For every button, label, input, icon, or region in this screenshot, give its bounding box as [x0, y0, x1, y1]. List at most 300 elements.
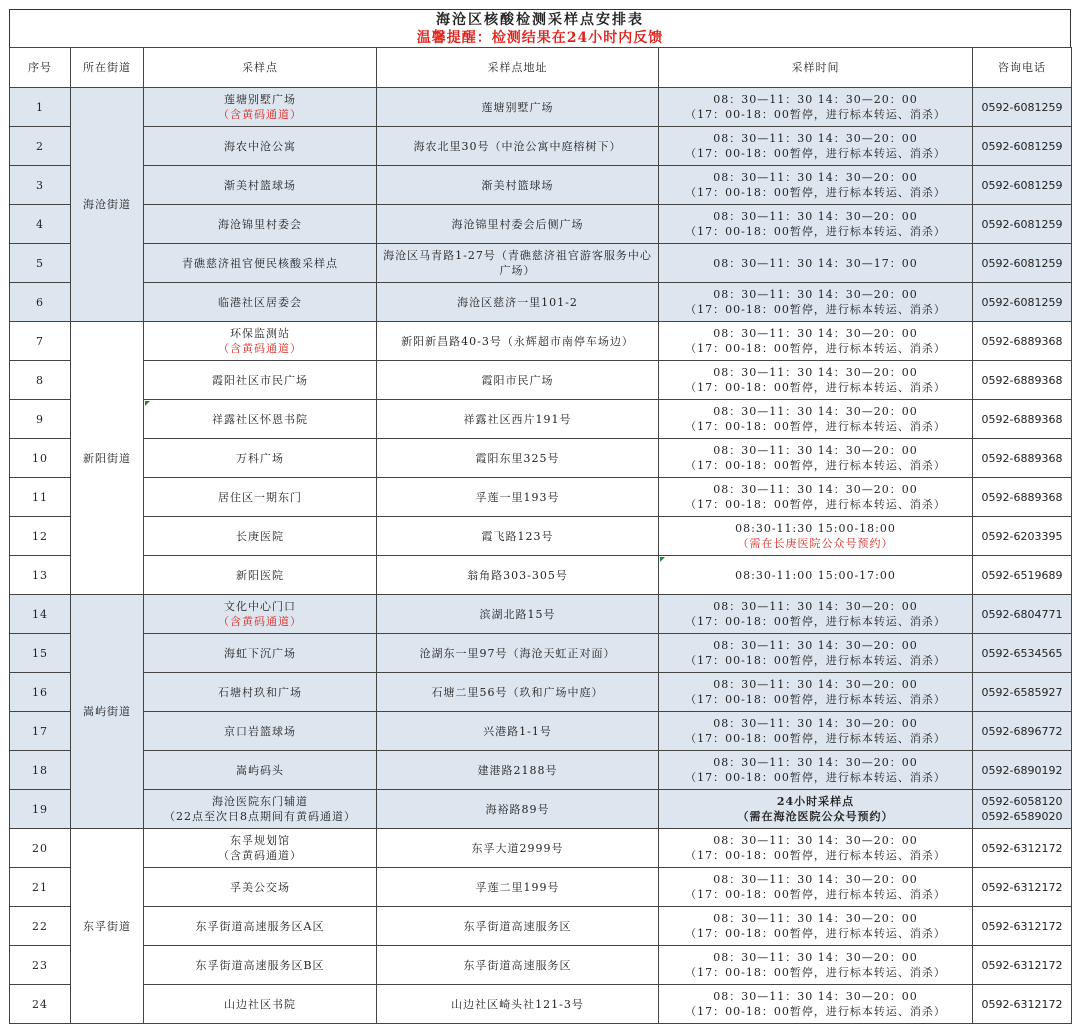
address-cell [377, 556, 659, 595]
table-row [10, 751, 1072, 790]
phone-cell [973, 673, 1072, 712]
site-name: 东孚规划馆 [230, 834, 290, 847]
time-cell [659, 907, 973, 946]
street-cell [71, 595, 144, 829]
phone-cell [973, 790, 1072, 829]
table-row [10, 985, 1072, 1024]
phone-number: 0592-6534565 [981, 646, 1063, 660]
site-name: 海沧锦里村委会 [218, 217, 302, 231]
time-cell [659, 946, 973, 985]
phone-number: 0592-6896772 [981, 724, 1063, 738]
row-number: 2 [36, 139, 44, 153]
address-cell [377, 868, 659, 907]
time-main: 08：30—11：30 14：30—20：00 [713, 951, 918, 964]
row-number: 20 [32, 841, 48, 855]
row-number-cell [10, 595, 71, 634]
address-cell [377, 478, 659, 517]
phone-number: 0592-6312172 [981, 958, 1063, 972]
address-cell [377, 634, 659, 673]
time-note: （17：00-18：00暂停，进行标本转运、消杀） [685, 225, 946, 238]
time-main: 08:30-11:00 15:00-17:00 [735, 568, 896, 582]
row-number-cell [10, 361, 71, 400]
address-cell [377, 244, 659, 283]
time-cell [659, 439, 973, 478]
site-address: 东孚街道高速服务区 [463, 958, 572, 972]
header-time: 采样时间 [659, 48, 973, 88]
row-number-cell [10, 322, 71, 361]
site-cell [144, 829, 377, 868]
header-site: 采样点 [144, 48, 377, 88]
phone-number: 0592-6889368 [981, 451, 1063, 465]
table-row [10, 673, 1072, 712]
time-main: 08：30—11：30 14：30—20：00 [713, 366, 918, 379]
table-row [10, 595, 1072, 634]
phone-number: 0592-6081259 [981, 256, 1063, 270]
address-cell [377, 205, 659, 244]
site-address: 兴港路1-1号 [483, 724, 552, 738]
phone-number: 0592-6081259 [981, 217, 1063, 231]
row-number: 16 [32, 685, 48, 699]
phone-cell [973, 985, 1072, 1024]
table-row [10, 322, 1072, 361]
row-number: 19 [32, 802, 48, 816]
time-main: 08：30—11：30 14：30—20：00 [713, 873, 918, 886]
site-name: 山边社区书院 [224, 997, 296, 1011]
site-name: 青礁慈济祖官便民核酸采样点 [182, 256, 338, 270]
site-cell [144, 205, 377, 244]
site-name: 新阳医院 [236, 568, 284, 582]
row-number-cell [10, 751, 71, 790]
time-cell [659, 868, 973, 907]
site-address: 海沧区马青路1-27号（青礁慈济祖官游客服务中心广场） [383, 249, 652, 277]
site-name: 霞阳社区市民广场 [212, 373, 308, 387]
row-number: 15 [32, 646, 48, 660]
time-note: （17：00-18：00暂停，进行标本转运、消杀） [685, 1005, 946, 1018]
site-cell [144, 400, 377, 439]
site-cell [144, 673, 377, 712]
address-cell [377, 907, 659, 946]
table-row [10, 790, 1072, 829]
site-address: 海沧锦里村委会后侧广场 [451, 217, 584, 231]
time-note: （17：00-18：00暂停，进行标本转运、消杀） [685, 342, 946, 355]
phone-cell [973, 595, 1072, 634]
time-note: （需在海沧医院公众号预约） [737, 810, 894, 823]
site-cell [144, 868, 377, 907]
address-cell [377, 88, 659, 127]
time-main: 08:30-11:30 15:00-18:00 [735, 522, 896, 535]
time-note: （17：00-18：00暂停，进行标本转运、消杀） [685, 108, 946, 121]
time-cell [659, 556, 973, 595]
phone-cell [973, 361, 1072, 400]
site-name: 渐美村篮球场 [224, 178, 296, 192]
phone-number-2: 0592-6589020 [981, 810, 1063, 823]
site-cell [144, 751, 377, 790]
site-name: 万科广场 [236, 451, 284, 465]
site-cell [144, 595, 377, 634]
time-cell [659, 829, 973, 868]
site-address: 建港路2188号 [477, 763, 558, 777]
site-address: 石塘二里56号（玖和广场中庭） [431, 685, 604, 699]
address-cell [377, 127, 659, 166]
row-number: 17 [32, 724, 48, 738]
site-cell [144, 712, 377, 751]
row-number: 10 [32, 451, 48, 465]
site-note: （含黄码通道） [218, 849, 302, 862]
phone-cell [973, 868, 1072, 907]
site-name: 京口岩篮球场 [224, 724, 296, 738]
time-cell [659, 166, 973, 205]
time-main: 08：30—11：30 14：30—20：00 [713, 678, 918, 691]
address-cell [377, 985, 659, 1024]
site-address: 滨湖北路15号 [479, 607, 556, 621]
address-cell [377, 946, 659, 985]
address-cell [377, 829, 659, 868]
row-number-cell [10, 439, 71, 478]
table-row [10, 712, 1072, 751]
time-main: 08：30—11：30 14：30—20：00 [713, 990, 918, 1003]
site-address: 霞阳市民广场 [481, 373, 554, 387]
time-cell [659, 478, 973, 517]
phone-number: 0592-6889368 [981, 490, 1063, 504]
header-address: 采样点地址 [377, 48, 659, 88]
table-row [10, 517, 1072, 556]
time-note: （17：00-18：00暂停，进行标本转运、消杀） [685, 927, 946, 940]
row-number-cell [10, 478, 71, 517]
time-main: 08：30—11：30 14：30—20：00 [713, 834, 918, 847]
time-cell [659, 127, 973, 166]
address-cell [377, 712, 659, 751]
table-row [10, 400, 1072, 439]
row-number: 5 [36, 256, 44, 270]
site-address: 孚莲二里199号 [475, 880, 560, 894]
row-number-cell [10, 205, 71, 244]
header-no: 序号 [10, 48, 71, 88]
table-row [10, 439, 1072, 478]
site-name: 海沧医院东门辅道 [212, 795, 308, 808]
row-number: 4 [36, 217, 44, 231]
table-body [10, 88, 1072, 1024]
time-note: （需在长庚医院公众号预约） [737, 537, 894, 550]
time-main: 08：30—11：30 14：30—20：00 [713, 171, 918, 184]
site-name: 孚美公交场 [230, 880, 290, 894]
site-name: 临港社区居委会 [218, 295, 302, 309]
phone-number: 0592-6081259 [981, 139, 1063, 153]
phone-cell [973, 283, 1072, 322]
street-cell [71, 829, 144, 1024]
time-note: （17：00-18：00暂停，进行标本转运、消杀） [685, 849, 946, 862]
site-name: 居住区一期东门 [218, 490, 302, 504]
site-cell [144, 556, 377, 595]
phone-number: 0592-6312172 [981, 997, 1063, 1011]
site-cell [144, 985, 377, 1024]
row-number-cell [10, 88, 71, 127]
site-note: （含黄码通道） [218, 615, 302, 628]
site-address: 霞阳东里325号 [475, 451, 560, 465]
time-note: （17：00-18：00暂停，进行标本转运、消杀） [685, 888, 946, 901]
site-cell [144, 283, 377, 322]
address-cell [377, 166, 659, 205]
table-row [10, 166, 1072, 205]
header-street: 所在街道 [71, 48, 144, 88]
row-number-cell [10, 829, 71, 868]
phone-cell [973, 517, 1072, 556]
street-name: 嵩屿街道 [83, 705, 131, 718]
site-cell [144, 517, 377, 556]
phone-cell [973, 205, 1072, 244]
address-cell [377, 400, 659, 439]
time-note: （17：00-18：00暂停，进行标本转运、消杀） [685, 381, 946, 394]
phone-number: 0592-6889368 [981, 412, 1063, 426]
address-cell [377, 322, 659, 361]
table-row [10, 829, 1072, 868]
address-cell [377, 361, 659, 400]
table-row [10, 478, 1072, 517]
phone-number: 0592-6081259 [981, 178, 1063, 192]
row-number-cell [10, 790, 71, 829]
row-number: 12 [32, 529, 48, 543]
header-phone: 咨询电话 [973, 48, 1072, 88]
row-number: 9 [36, 412, 44, 426]
comment-marker [660, 557, 665, 562]
row-number: 8 [36, 373, 44, 387]
time-note: （17：00-18：00暂停，进行标本转运、消杀） [685, 186, 946, 199]
address-cell [377, 517, 659, 556]
phone-cell [973, 439, 1072, 478]
time-main: 08：30—11：30 14：30—17：00 [713, 256, 918, 270]
time-main: 08：30—11：30 14：30—20：00 [713, 483, 918, 496]
sheet-title: 海沧区核酸检测采样点安排表 [436, 12, 644, 28]
site-name: 环保监测站 [230, 327, 290, 340]
site-address: 霞飞路123号 [481, 529, 554, 543]
site-cell [144, 946, 377, 985]
table-row [10, 88, 1072, 127]
phone-cell [973, 400, 1072, 439]
row-number: 3 [36, 178, 44, 192]
time-main: 24小时采样点 [776, 795, 855, 808]
row-number: 18 [32, 763, 48, 777]
site-address: 山边社区崎头社121-3号 [451, 997, 584, 1011]
time-note: （17：00-18：00暂停，进行标本转运、消杀） [685, 693, 946, 706]
time-note: （17：00-18：00暂停，进行标本转运、消杀） [685, 654, 946, 667]
site-cell [144, 907, 377, 946]
row-number-cell [10, 946, 71, 985]
phone-number: 0592-6312172 [981, 880, 1063, 894]
phone-cell [973, 634, 1072, 673]
site-address: 沧湖东一里97号（海沧天虹正对面） [419, 646, 616, 660]
time-cell [659, 751, 973, 790]
row-number-cell [10, 517, 71, 556]
phone-cell [973, 322, 1072, 361]
time-cell [659, 400, 973, 439]
site-cell [144, 634, 377, 673]
site-note: （含黄码通道） [218, 108, 302, 121]
row-number: 14 [32, 607, 48, 621]
row-number-cell [10, 907, 71, 946]
phone-cell [973, 556, 1072, 595]
row-number: 11 [32, 490, 48, 504]
time-note: （17：00-18：00暂停，进行标本转运、消杀） [685, 771, 946, 784]
site-name: 祥露社区怀恩书院 [212, 412, 308, 426]
address-cell [377, 673, 659, 712]
phone-cell [973, 244, 1072, 283]
title-block [9, 9, 1071, 47]
site-name: 东孚街道高速服务区B区 [195, 958, 325, 972]
phone-number: 0592-6312172 [981, 841, 1063, 855]
phone-number: 0592-6804771 [981, 607, 1063, 621]
table-row [10, 946, 1072, 985]
time-main: 08：30—11：30 14：30—20：00 [713, 639, 918, 652]
street-name: 新阳街道 [83, 451, 131, 465]
site-cell [144, 361, 377, 400]
time-note: （17：00-18：00暂停，进行标本转运、消杀） [685, 420, 946, 433]
phone-cell [973, 127, 1072, 166]
street-name: 东孚街道 [83, 919, 131, 933]
phone-number: 0592-6203395 [981, 529, 1063, 543]
row-number: 1 [36, 100, 44, 114]
phone-number: 0592-6889368 [981, 373, 1063, 387]
phone-number: 0592-6312172 [981, 919, 1063, 933]
time-cell [659, 790, 973, 829]
phone-cell [973, 88, 1072, 127]
row-number: 21 [32, 880, 48, 894]
time-main: 08：30—11：30 14：30—20：00 [713, 756, 918, 769]
address-cell [377, 439, 659, 478]
table-row [10, 244, 1072, 283]
time-main: 08：30—11：30 14：30—20：00 [713, 405, 918, 418]
time-main: 08：30—11：30 14：30—20：00 [713, 93, 918, 106]
time-cell [659, 595, 973, 634]
phone-number: 0592-6585927 [981, 685, 1063, 699]
comment-marker [145, 401, 150, 406]
site-cell [144, 790, 377, 829]
header-row [10, 48, 1072, 88]
table-row [10, 205, 1072, 244]
table-row [10, 868, 1072, 907]
row-number-cell [10, 673, 71, 712]
time-main: 08：30—11：30 14：30—20：00 [713, 912, 918, 925]
table-row [10, 556, 1072, 595]
site-name: 嵩屿码头 [236, 763, 284, 777]
phone-number: 0592-6081259 [981, 295, 1063, 309]
phone-number: 0592-6058120 [981, 795, 1063, 808]
time-cell [659, 244, 973, 283]
time-note: （17：00-18：00暂停，进行标本转运、消杀） [685, 966, 946, 979]
sheet-subtitle: 温馨提醒：检测结果在24小时内反馈 [416, 30, 664, 46]
site-address: 渐美村篮球场 [481, 178, 554, 192]
time-cell [659, 634, 973, 673]
time-main: 08：30—11：30 14：30—20：00 [713, 327, 918, 340]
row-number-cell [10, 634, 71, 673]
site-note: （含黄码通道） [218, 342, 302, 355]
site-address: 海裕路89号 [485, 802, 550, 816]
site-cell [144, 478, 377, 517]
time-cell [659, 985, 973, 1024]
time-cell [659, 712, 973, 751]
time-note: （17：00-18：00暂停，进行标本转运、消杀） [685, 498, 946, 511]
row-number: 13 [32, 568, 48, 582]
site-address: 海沧区慈济一里101-2 [457, 295, 578, 309]
row-number-cell [10, 127, 71, 166]
site-name: 长庚医院 [236, 529, 284, 543]
time-note: （17：00-18：00暂停，进行标本转运、消杀） [685, 303, 946, 316]
address-cell [377, 595, 659, 634]
site-address: 莲塘别墅广场 [481, 100, 554, 114]
site-address: 祥露社区西片191号 [463, 412, 572, 426]
site-cell [144, 244, 377, 283]
time-main: 08：30—11：30 14：30—20：00 [713, 288, 918, 301]
time-note: （17：00-18：00暂停，进行标本转运、消杀） [685, 615, 946, 628]
phone-cell [973, 478, 1072, 517]
time-cell [659, 283, 973, 322]
site-name: 莲塘别墅广场 [224, 93, 296, 106]
time-main: 08：30—11：30 14：30—20：00 [713, 600, 918, 613]
site-cell [144, 127, 377, 166]
site-address: 孚莲一里193号 [475, 490, 560, 504]
time-main: 08：30—11：30 14：30—20：00 [713, 444, 918, 457]
phone-cell [973, 829, 1072, 868]
schedule-sheet [9, 9, 1071, 1028]
row-number-cell [10, 283, 71, 322]
row-number: 22 [32, 919, 48, 933]
address-cell [377, 751, 659, 790]
phone-cell [973, 907, 1072, 946]
table-row [10, 127, 1072, 166]
sampling-table [9, 47, 1072, 1024]
time-main: 08：30—11：30 14：30—20：00 [713, 132, 918, 145]
site-address: 新阳新昌路40-3号（永辉超市南停车场边） [401, 334, 634, 348]
row-number: 6 [36, 295, 44, 309]
site-note: （22点至次日8点期间有黄码通道） [164, 810, 356, 823]
row-number-cell [10, 985, 71, 1024]
site-cell [144, 166, 377, 205]
site-cell [144, 88, 377, 127]
site-address: 东孚大道2999号 [471, 841, 564, 855]
table-row [10, 283, 1072, 322]
time-cell [659, 517, 973, 556]
street-cell [71, 322, 144, 595]
row-number: 23 [32, 958, 48, 972]
time-main: 08：30—11：30 14：30—20：00 [713, 210, 918, 223]
row-number-cell [10, 244, 71, 283]
row-number-cell [10, 712, 71, 751]
time-cell [659, 88, 973, 127]
site-name: 东孚街道高速服务区A区 [195, 919, 325, 933]
table-row [10, 361, 1072, 400]
row-number-cell [10, 556, 71, 595]
site-name: 石塘村玖和广场 [218, 685, 302, 699]
row-number: 7 [36, 334, 44, 348]
row-number-cell [10, 868, 71, 907]
time-cell [659, 322, 973, 361]
time-note: （17：00-18：00暂停，进行标本转运、消杀） [685, 732, 946, 745]
street-cell [71, 88, 144, 322]
site-address: 东孚街道高速服务区 [463, 919, 572, 933]
phone-number: 0592-6081259 [981, 100, 1063, 114]
phone-number: 0592-6890192 [981, 763, 1063, 777]
time-note: （17：00-18：00暂停，进行标本转运、消杀） [685, 459, 946, 472]
street-name: 海沧街道 [83, 198, 131, 211]
phone-number: 0592-6519689 [981, 568, 1063, 582]
time-cell [659, 361, 973, 400]
site-address: 翁角路303-305号 [467, 568, 568, 582]
time-cell [659, 673, 973, 712]
table-row [10, 907, 1072, 946]
time-note: （17：00-18：00暂停，进行标本转运、消杀） [685, 147, 946, 160]
row-number-cell [10, 400, 71, 439]
phone-cell [973, 166, 1072, 205]
site-address: 海农北里30号（中沧公寓中庭榕树下） [413, 139, 622, 153]
phone-cell [973, 712, 1072, 751]
